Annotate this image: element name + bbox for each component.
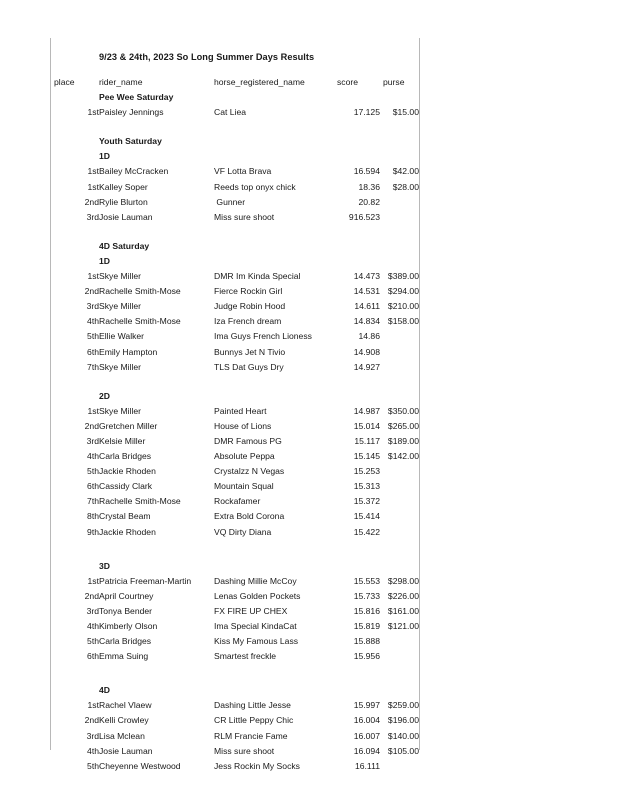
- cell-purse: [380, 329, 419, 344]
- cell-score: 15.888: [353, 636, 380, 647]
- cell-purse: $105.00: [387, 745, 419, 756]
- table-row: [51, 604, 419, 619]
- results-table-body: [51, 75, 419, 774]
- cell-rider-name: Josie Lauman: [99, 745, 153, 756]
- cell-rider-name: Lisa Mclean: [99, 730, 145, 741]
- division-heading-label: 4D: [99, 685, 110, 696]
- table-row: [51, 698, 419, 713]
- cell-purse: $121.00: [387, 621, 419, 631]
- column-header-purse: purse: [383, 77, 405, 87]
- cell-place: 4th: [87, 451, 99, 462]
- column-header-place: place: [54, 77, 75, 87]
- cell-purse: $259.00: [387, 700, 419, 711]
- division-heading-empty-cell: [336, 683, 380, 698]
- division-heading-row: [51, 254, 419, 269]
- division-heading-empty-cell: [214, 239, 336, 254]
- cell-score: 15.733: [353, 590, 380, 601]
- cell-horse-registered-name: Rockafamer: [214, 496, 261, 507]
- division-heading-row: [51, 559, 419, 574]
- division-heading-row: [51, 389, 419, 404]
- cell-rider-name: Cheyenne Westwood: [99, 760, 181, 771]
- table-row: [51, 479, 419, 494]
- cell-horse-registered-name: House of Lions: [214, 420, 272, 431]
- cell-purse: [380, 649, 419, 664]
- division-heading-place-cell: [51, 683, 99, 698]
- division-heading-empty-cell: [214, 389, 336, 404]
- cell-place: 3rd: [86, 435, 99, 446]
- cell-horse-registered-name: Judge Robin Hood: [214, 301, 286, 312]
- cell-place: 6th: [87, 651, 99, 662]
- table-spacer-row: [51, 225, 419, 239]
- cell-horse-registered-name: Iza French dream: [214, 316, 282, 327]
- cell-score: 916.523: [348, 211, 380, 222]
- table-row: [51, 713, 419, 728]
- cell-rider-name: Rachelle Smith-Mose: [99, 496, 181, 507]
- cell-purse: [380, 464, 419, 479]
- cell-purse: $158.00: [387, 316, 419, 327]
- cell-place: 1st: [87, 107, 99, 118]
- division-heading-empty-cell: [214, 134, 336, 149]
- table-row: [51, 434, 419, 449]
- cell-horse-registered-name: Miss sure shoot: [214, 745, 275, 756]
- cell-place: 1st: [87, 166, 99, 177]
- cell-score: 15.372: [353, 496, 380, 507]
- cell-horse-registered-name: Extra Bold Corona: [214, 511, 285, 522]
- column-header-score: score: [337, 77, 359, 87]
- cell-horse-registered-name: Miss sure shoot: [214, 211, 275, 222]
- division-heading-empty-cell: [214, 149, 336, 164]
- cell-purse: [380, 210, 419, 225]
- cell-purse: $294.00: [387, 286, 419, 297]
- table-row: [51, 759, 419, 774]
- cell-purse: $140.00: [387, 730, 419, 741]
- cell-rider-name: Rachel Vlaew: [99, 700, 152, 711]
- division-heading-empty-cell: [214, 683, 336, 698]
- table-row: [51, 419, 419, 434]
- cell-horse-registered-name: Lenas Golden Pockets: [214, 590, 301, 601]
- cell-horse-registered-name: VF Lotta Brava: [214, 166, 272, 177]
- cell-place: 3rd: [86, 301, 99, 312]
- cell-score: 18.36: [358, 181, 380, 192]
- cell-score: 14.86: [358, 331, 380, 342]
- division-heading-empty-cell: [336, 90, 380, 105]
- table-row: [51, 314, 419, 329]
- division-heading-empty-cell: [214, 559, 336, 574]
- division-heading-label: Pee Wee Saturday: [99, 92, 174, 103]
- cell-horse-registered-name: TLS Dat Guys Dry: [214, 361, 284, 372]
- table-row: [51, 494, 419, 509]
- cell-place: 8th: [87, 511, 99, 522]
- cell-rider-name: Kalley Soper: [99, 181, 148, 192]
- division-heading-empty-cell: [336, 254, 380, 269]
- division-heading-place-cell: [51, 134, 99, 149]
- cell-rider-name: Jackie Rhoden: [99, 526, 156, 537]
- cell-horse-registered-name: Bunnys Jet N Tivio: [214, 346, 286, 357]
- cell-purse: $350.00: [387, 405, 419, 416]
- cell-score: 15.553: [353, 575, 380, 586]
- division-heading-empty-cell: [380, 149, 419, 164]
- division-heading-label: 1D: [99, 151, 110, 162]
- cell-horse-registered-name: Gunner: [214, 196, 246, 207]
- cell-rider-name: Ellie Walker: [99, 331, 145, 342]
- table-row: [51, 164, 419, 179]
- table-row: [51, 525, 419, 540]
- cell-place: 3rd: [86, 605, 99, 616]
- cell-horse-registered-name: Crystalzz N Vegas: [214, 466, 285, 477]
- cell-purse: $389.00: [387, 271, 419, 282]
- division-heading-row: [51, 239, 419, 254]
- cell-place: 6th: [87, 346, 99, 357]
- cell-score: 15.117: [354, 435, 380, 446]
- cell-score: 15.422: [353, 526, 380, 537]
- cell-rider-name: Patricia Freeman-Martin: [99, 575, 192, 586]
- table-row: [51, 744, 419, 759]
- table-row: [51, 299, 419, 314]
- division-heading-label: 3D: [99, 560, 110, 571]
- cell-purse: $226.00: [387, 590, 419, 601]
- cell-purse: $210.00: [387, 301, 419, 312]
- table-row: [51, 180, 419, 195]
- cell-horse-registered-name: DMR Im Kinda Special: [214, 271, 301, 282]
- cell-score: 14.987: [353, 405, 380, 416]
- table-spacer-cell: [51, 664, 419, 683]
- cell-rider-name: Jackie Rhoden: [99, 466, 156, 477]
- table-row: [51, 619, 419, 634]
- cell-horse-registered-name: VQ Dirty Diana: [214, 526, 272, 537]
- cell-place: 5th: [87, 760, 99, 771]
- division-heading-empty-cell: [380, 254, 419, 269]
- table-spacer-cell: [51, 375, 419, 389]
- table-row: [51, 269, 419, 284]
- cell-purse: $161.00: [387, 605, 419, 616]
- cell-score: 16.111: [354, 760, 380, 771]
- cell-place: 9th: [87, 526, 99, 537]
- results-table: [51, 75, 419, 774]
- cell-rider-name: April Courtney: [99, 590, 154, 601]
- cell-place: 2nd: [84, 420, 99, 431]
- column-header-horse: horse_registered_name: [214, 77, 305, 87]
- cell-rider-name: Rylie Blurton: [99, 196, 148, 207]
- cell-rider-name: Gretchen Miller: [99, 420, 158, 431]
- table-row: [51, 105, 419, 120]
- cell-rider-name: Bailey McCracken: [99, 166, 169, 177]
- table-row: [51, 329, 419, 344]
- division-heading-place-cell: [51, 559, 99, 574]
- cell-purse: [380, 360, 419, 375]
- table-row: [51, 509, 419, 524]
- cell-score: 14.908: [353, 346, 380, 357]
- cell-score: 15.956: [353, 651, 380, 662]
- cell-rider-name: Emma Suing: [99, 651, 149, 662]
- cell-horse-registered-name: Dashing Millie McCoy: [214, 575, 297, 586]
- division-heading-row: [51, 149, 419, 164]
- cell-score: 15.253: [353, 466, 380, 477]
- cell-purse: $142.00: [387, 451, 419, 462]
- cell-purse: $28.00: [392, 181, 419, 192]
- cell-score: 14.531: [353, 286, 380, 297]
- cell-purse: $196.00: [387, 715, 419, 726]
- cell-horse-registered-name: Cat Liea: [214, 107, 247, 118]
- division-heading-empty-cell: [336, 149, 380, 164]
- cell-score: 15.816: [353, 605, 380, 616]
- table-row: [51, 634, 419, 649]
- division-heading-row: [51, 683, 419, 698]
- cell-horse-registered-name: Painted Heart: [214, 405, 267, 416]
- table-row: [51, 284, 419, 299]
- cell-place: 1st: [87, 405, 99, 416]
- cell-place: 1st: [87, 700, 99, 711]
- cell-horse-registered-name: Jess Rockin My Socks: [214, 760, 300, 771]
- cell-place: 3rd: [86, 730, 99, 741]
- division-heading-place-cell: [51, 389, 99, 404]
- cell-place: 4th: [87, 745, 99, 756]
- table-row: [51, 345, 419, 360]
- cell-score: 16.094: [353, 745, 380, 756]
- cell-purse: [380, 494, 419, 509]
- table-row: [51, 210, 419, 225]
- cell-place: 5th: [87, 466, 99, 477]
- cell-horse-registered-name: FX FIRE UP CHEX: [214, 605, 288, 616]
- cell-rider-name: Rachelle Smith-Mose: [99, 316, 181, 327]
- division-heading-place-cell: [51, 149, 99, 164]
- cell-horse-registered-name: Dashing Little Jesse: [214, 700, 291, 711]
- cell-rider-name: Kimberly Olson: [99, 621, 158, 631]
- division-heading-label: 2D: [99, 390, 110, 401]
- cell-purse: [380, 509, 419, 524]
- cell-horse-registered-name: Absolute Peppa: [214, 451, 275, 462]
- division-heading-empty-cell: [214, 90, 336, 105]
- cell-score: 15.819: [353, 621, 380, 631]
- division-heading-empty-cell: [380, 683, 419, 698]
- cell-place: 2nd: [84, 196, 99, 207]
- cell-place: 1st: [87, 181, 99, 192]
- cell-purse: $15.00: [392, 107, 419, 118]
- cell-purse: $189.00: [387, 435, 419, 446]
- cell-place: 2nd: [84, 715, 99, 726]
- cell-score: 14.834: [353, 316, 380, 327]
- cell-score: 14.611: [354, 301, 380, 312]
- cell-horse-registered-name: Ima Special KindaCat: [214, 621, 297, 631]
- cell-horse-registered-name: Smartest freckle: [214, 651, 277, 662]
- table-header-row: [51, 75, 419, 90]
- division-heading-empty-cell: [380, 559, 419, 574]
- cell-rider-name: Josie Lauman: [99, 211, 153, 222]
- division-heading-empty-cell: [336, 134, 380, 149]
- cell-purse: $298.00: [387, 575, 419, 586]
- cell-horse-registered-name: Mountain Squal: [214, 481, 274, 492]
- cell-rider-name: Tonya Bender: [99, 605, 153, 616]
- table-row: [51, 464, 419, 479]
- cell-rider-name: Skye Miller: [99, 301, 142, 312]
- division-heading-label: 4D Saturday: [99, 240, 150, 251]
- division-heading-label: 1D: [99, 255, 110, 266]
- cell-rider-name: Carla Bridges: [99, 636, 152, 647]
- division-heading-empty-cell: [380, 90, 419, 105]
- cell-purse: [380, 634, 419, 649]
- cell-rider-name: Carla Bridges: [99, 451, 152, 462]
- cell-score: 15.997: [353, 700, 380, 711]
- table-row: [51, 360, 419, 375]
- cell-rider-name: Kelli Crowley: [99, 715, 149, 726]
- cell-place: 5th: [87, 636, 99, 647]
- division-heading-place-cell: [51, 90, 99, 105]
- cell-rider-name: Skye Miller: [99, 271, 142, 282]
- table-row: [51, 574, 419, 589]
- table-spacer-row: [51, 120, 419, 134]
- cell-horse-registered-name: Reeds top onyx chick: [214, 181, 296, 192]
- table-spacer-cell: [51, 225, 419, 239]
- cell-place: 6th: [87, 481, 99, 492]
- cell-purse: $42.00: [392, 166, 419, 177]
- table-row: [51, 589, 419, 604]
- table-spacer-row: [51, 664, 419, 683]
- cell-place: 7th: [87, 496, 99, 507]
- cell-purse: [380, 479, 419, 494]
- cell-rider-name: Skye Miller: [99, 405, 142, 416]
- cell-purse: [380, 345, 419, 360]
- cell-place: 2nd: [84, 286, 99, 297]
- cell-score: 14.473: [353, 271, 380, 282]
- cell-purse: $265.00: [387, 420, 419, 431]
- division-heading-place-cell: [51, 254, 99, 269]
- division-heading-row: [51, 90, 419, 105]
- cell-score: 15.014: [353, 420, 380, 431]
- cell-score: 15.313: [353, 481, 380, 492]
- cell-rider-name: Skye Miller: [99, 361, 142, 372]
- cell-place: 7th: [87, 361, 99, 372]
- division-heading-row: [51, 134, 419, 149]
- cell-score: 15.414: [353, 511, 380, 522]
- division-heading-empty-cell: [380, 239, 419, 254]
- cell-horse-registered-name: CR Little Peppy Chic: [214, 715, 294, 726]
- document-page: [50, 38, 420, 771]
- cell-rider-name: Cassidy Clark: [99, 481, 153, 492]
- cell-horse-registered-name: Kiss My Famous Lass: [214, 636, 299, 647]
- division-heading-place-cell: [51, 239, 99, 254]
- cell-place: 2nd: [84, 590, 99, 601]
- table-row: [51, 649, 419, 664]
- division-heading-empty-cell: [336, 239, 380, 254]
- cell-horse-registered-name: DMR Famous PG: [214, 435, 282, 446]
- table-row: [51, 404, 419, 419]
- page-title: 9/23 & 24th, 2023 So Long Summer Days Results: [99, 52, 315, 62]
- table-spacer-cell: [51, 540, 419, 559]
- table-row: [51, 729, 419, 744]
- division-heading-empty-cell: [336, 389, 380, 404]
- cell-place: 3rd: [86, 211, 99, 222]
- table-spacer-row: [51, 375, 419, 389]
- cell-rider-name: Rachelle Smith-Mose: [99, 286, 181, 297]
- division-heading-empty-cell: [380, 389, 419, 404]
- cell-place: 4th: [87, 316, 99, 327]
- cell-place: 1st: [87, 575, 99, 586]
- cell-rider-name: Paisley Jennings: [99, 107, 164, 118]
- division-heading-empty-cell: [214, 254, 336, 269]
- table-row: [51, 449, 419, 464]
- table-row: [51, 195, 419, 210]
- cell-place: 4th: [87, 621, 99, 631]
- cell-score: 16.007: [353, 730, 380, 741]
- cell-score: 16.004: [353, 715, 380, 726]
- cell-horse-registered-name: RLM Francie Fame: [214, 730, 288, 741]
- division-heading-empty-cell: [336, 559, 380, 574]
- table-spacer-row: [51, 540, 419, 559]
- cell-score: 16.594: [353, 166, 380, 177]
- cell-rider-name: Kelsie Miller: [99, 435, 146, 446]
- cell-purse: [380, 195, 419, 210]
- column-header-rider: rider_name: [99, 77, 143, 87]
- cell-rider-name: Emily Hampton: [99, 346, 158, 357]
- division-heading-label: Youth Saturday: [99, 136, 162, 147]
- cell-purse: [380, 759, 419, 774]
- division-heading-empty-cell: [380, 134, 419, 149]
- cell-place: 1st: [87, 271, 99, 282]
- cell-score: 17.125: [353, 107, 380, 118]
- cell-horse-registered-name: Ima Guys French Lioness: [214, 331, 312, 342]
- cell-score: 14.927: [353, 361, 380, 372]
- cell-score: 15.145: [353, 451, 380, 462]
- cell-rider-name: Crystal Beam: [99, 511, 151, 522]
- cell-place: 5th: [87, 331, 99, 342]
- table-spacer-cell: [51, 120, 419, 134]
- cell-horse-registered-name: Fierce Rockin Girl: [214, 286, 283, 297]
- cell-score: 20.82: [358, 196, 380, 207]
- cell-purse: [380, 525, 419, 540]
